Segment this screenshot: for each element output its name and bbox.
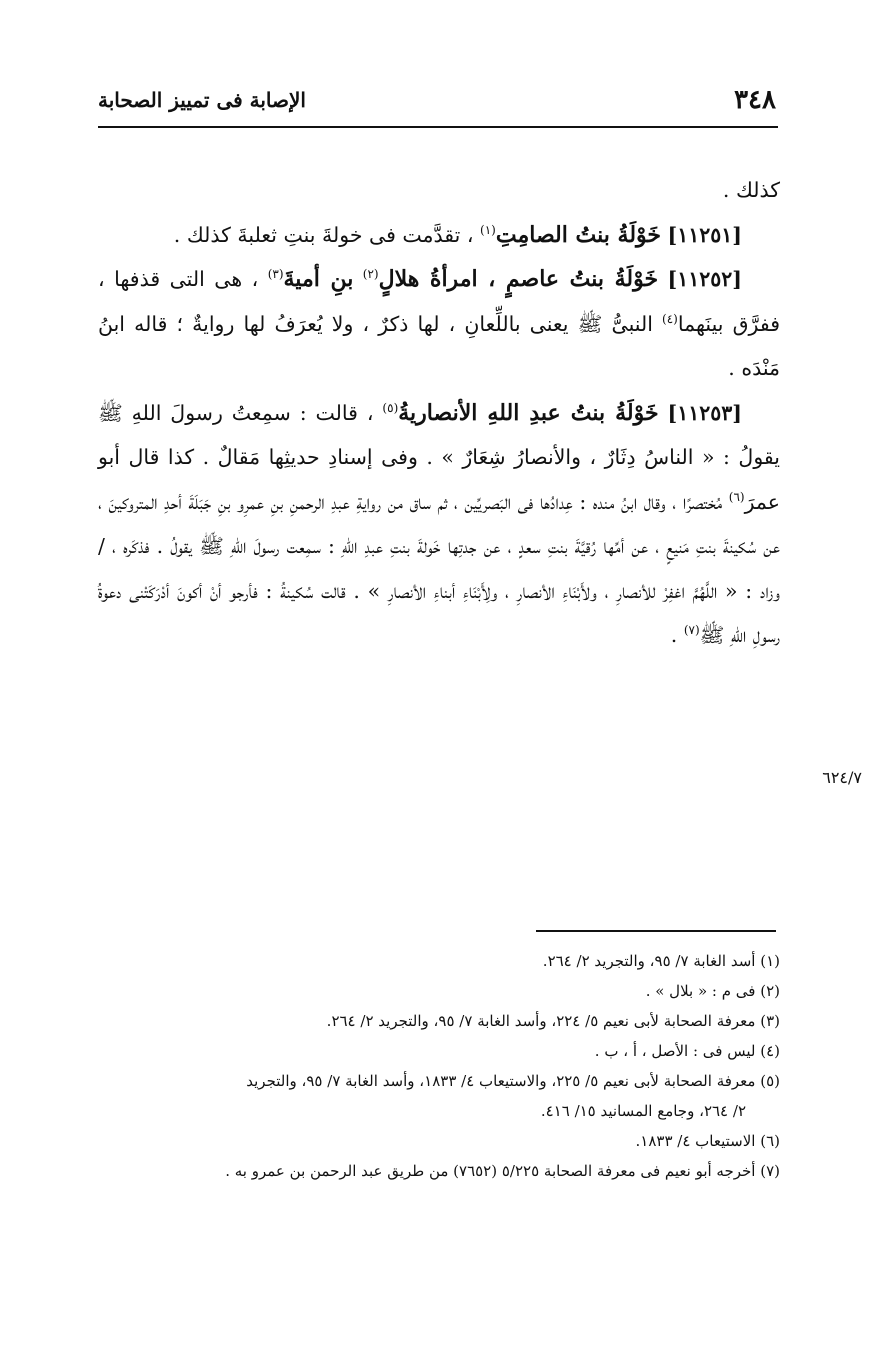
footnote-marker: (٥) [382, 400, 399, 415]
entry-name: خَوْلَةُ بنتُ عاصمٍ ، امرأةُ هلالٍ [378, 266, 659, 292]
entry-number: [١١٢٥٢] [667, 267, 742, 291]
entry-text: ، قالت : سمِعتُ رسولَ اللهِ ﷺ يقولُ : « الناسُ دِثَارٌ ، والأنصارُ شِعَارٌ » . وفى إسنادِ حديثِها مَقالٌ . كذا قال أبو عمرَ [98, 400, 780, 514]
entry-text: ، هى التى قذفها ، ففرَّق بينَهما [98, 267, 780, 336]
footnote-rule [536, 930, 776, 932]
footnote: (٢) فى م : « بلال » . [645, 982, 780, 1000]
footnote: (٣) معرفة الصحابة لأبى نعيم ٥/ ٢٢٤، وأسد الغابة ٧/ ٩٥، والتجريد ٢/ ٢٦٤. [326, 1012, 780, 1030]
entry-11252 [98, 257, 780, 391]
footnote-marker: (١) [480, 222, 496, 237]
entry-end: . [670, 623, 678, 647]
text-line: كذلك . [722, 178, 780, 202]
main-text [98, 168, 780, 658]
footnote: (٦) الاستيعاب ٤/ ١٨٣٣. [635, 1132, 780, 1150]
footnote-continuation: ٢/ ٢٦٤، وجامع المسانيد ١٥/ ٤١٦. [540, 1102, 746, 1120]
footnote-marker: (٧) [683, 623, 700, 638]
entry-number: [١١٢٥٣] [667, 400, 742, 425]
footnotes [96, 946, 780, 1186]
entry-text-continued: مُختصرًا ، وقال ابنُ منده : عِدادُها فى البَصريِّين ، ثم ساق من روايةِ عبدِ الرحمنِ بنِ عمرِو بنِ جَبَلَةَ أحدِ المتروكينَ ، عن سُكينةَ بنتِ مَنيعٍ ، عن أمِّها رُقيَّةَ بنتِ سعدٍ ، عن جدتِها خَولةَ بنتِ عبدِ اللهِ : سمِعت رسولَ اللهِ ﷺ يقولُ . فذكَره ، /وزاد : « اللَّهُمَّ اغفِرْ للأنصارِ ، ولأَبْنَاءِ الأنصارِ ، ولِأَبْنَاءِ أبناءِ الأنصارِ » . قالت سُكينةُ : فأرجو أنْ أكونَ أدْرَكَتْنى دعوةُ رسولِ اللهِ ﷺ [98, 489, 780, 647]
page-header [98, 80, 776, 120]
entry-text-continued: النبىُّ ﷺ يعنى باللِّعانِ ، لها ذكرٌ ، ولا يُعرَفُ لها روايةٌ ؛ قاله ابنُ مَنْدَه . [98, 311, 780, 380]
entry-11253 [98, 391, 780, 658]
footnote: (٧) أخرجه أبو نعيم فى معرفة الصحابة ٥/٢٢٥ (٧٦٥٢) من طريق عبد الرحمن بن عمرو به . [225, 1162, 780, 1180]
footnote-marker: (٤) [662, 311, 678, 326]
footnote: (٥) معرفة الصحابة لأبى نعيم ٥/ ٢٢٥، والاستيعاب ٤/ ١٨٣٣، وأسد الغابة ٧/ ٩٥، والتجريد [246, 1072, 780, 1090]
footnote-marker: (٦) [728, 489, 745, 504]
header-rule [98, 126, 778, 128]
footnote: (٤) ليس فى : الأصل ، أ ، ب . [594, 1042, 780, 1060]
entry-name-continued: بنِ أميةَ [283, 266, 354, 292]
footnote: (١) أسد الغابة ٧/ ٩٥، والتجريد ٢/ ٢٦٤. [542, 952, 780, 970]
page-number: ٣٤٨ [734, 85, 776, 115]
margin-volume-page-ref: ٦٢٤/٧ [822, 768, 862, 787]
running-title: الإصابة فى تمييز الصحابة [98, 88, 306, 112]
footnote-marker: (٣) [267, 267, 284, 282]
entry-text: ، تقدَّمت فى خولةَ بنتِ ثعلبةَ كذلك . [173, 222, 474, 247]
footnote-marker: (٢) [362, 267, 379, 282]
entry-name: خَوْلَةُ بنتُ عبدِ اللهِ الأنصاريةُ [398, 399, 659, 426]
entry-number: [١١٢٥١] [667, 222, 742, 247]
entry-name: خَوْلَةُ بنتُ الصامِتِ [495, 221, 661, 248]
entry-11251 [98, 213, 780, 258]
